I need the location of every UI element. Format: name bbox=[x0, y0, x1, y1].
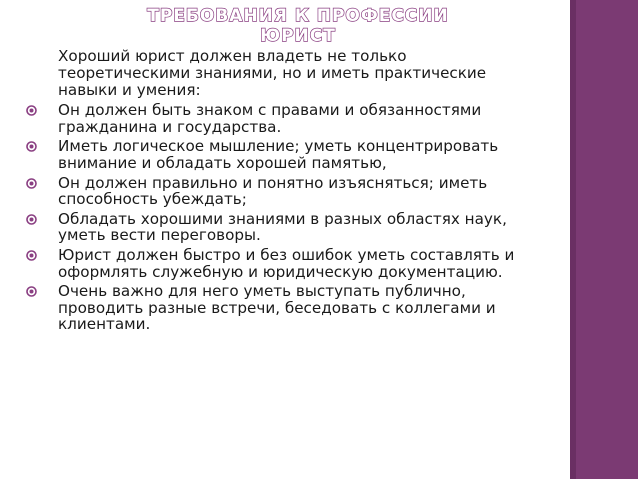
bullet-text: Он должен правильно и понятно изъясняться; иметь способность убеждать; bbox=[58, 173, 488, 209]
bullet-list bbox=[22, 102, 542, 333]
side-bar-edge bbox=[570, 0, 576, 479]
target-circle-icon bbox=[26, 141, 37, 152]
bullet-text: Юрист должен быстро и без ошибок уметь составлять и оформлять служебную и юридическую документацию. bbox=[58, 245, 515, 281]
bullet-item bbox=[22, 102, 542, 136]
bullet-text: Очень важно для него уметь выступать публично, проводить разные встречи, беседовать с коллегами и клиентами. bbox=[58, 281, 496, 334]
bullet-item bbox=[22, 283, 542, 333]
bullet-item bbox=[22, 247, 542, 281]
slide-content bbox=[22, 48, 542, 336]
slide-title: ТРЕБОВАНИЯ К ПРОФЕССИИ ЮРИСТ bbox=[147, 6, 449, 46]
bullet-item bbox=[22, 138, 542, 172]
target-circle-icon bbox=[26, 178, 37, 189]
bullet-text: Он должен быть знаком с правами и обязанностями гражданина и государства. bbox=[58, 101, 482, 137]
bullet-text: Иметь логическое мышление; уметь концентрировать внимание и обладать хорошей памятью, bbox=[58, 137, 499, 173]
intro-paragraph: Хороший юрист должен владеть не только теоретическими знаниями, но и иметь практические навыки и умения: bbox=[58, 47, 487, 99]
bullet-text: Обладать хорошими знаниями в разных областях наук, уметь вести переговоры. bbox=[58, 209, 507, 245]
target-circle-icon bbox=[26, 250, 37, 261]
bullet-item bbox=[22, 211, 542, 245]
decorative-side-bar bbox=[570, 0, 638, 479]
target-circle-icon bbox=[26, 105, 37, 116]
target-circle-icon bbox=[26, 214, 37, 225]
bullet-item bbox=[22, 175, 542, 209]
target-circle-icon bbox=[26, 286, 37, 297]
